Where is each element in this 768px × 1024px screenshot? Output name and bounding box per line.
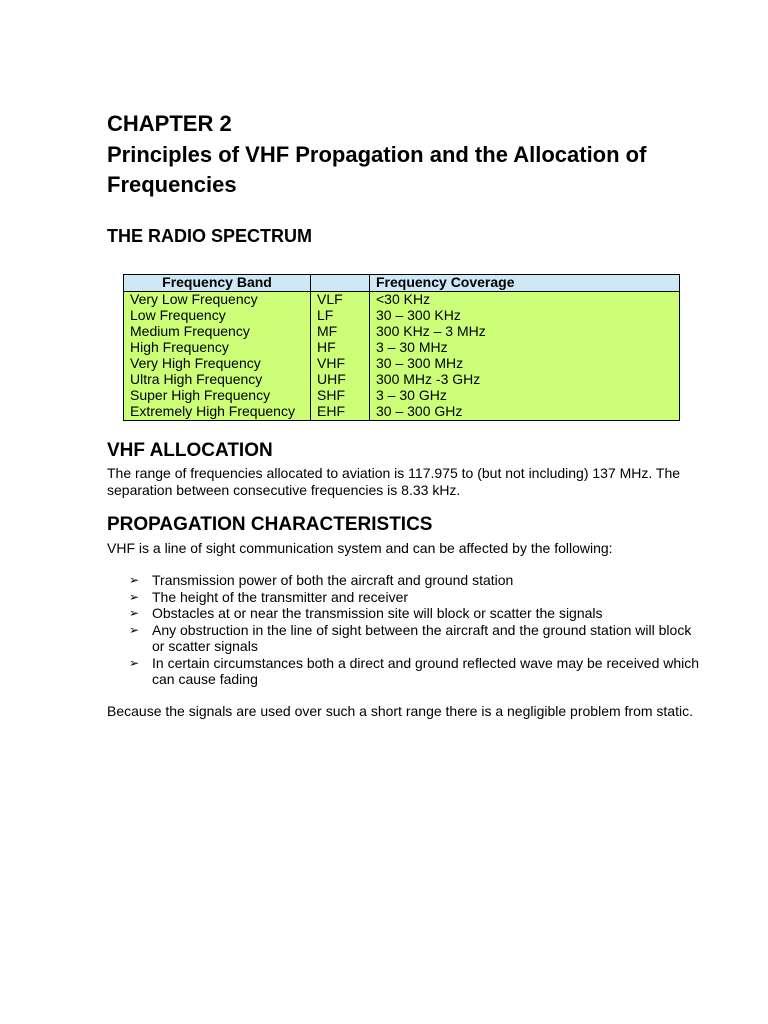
list-item <box>107 605 707 622</box>
header-frequency-band: Frequency Band <box>124 275 311 292</box>
band-cell: Ultra High Frequency <box>124 372 311 388</box>
table-header-row <box>124 275 680 292</box>
band-cell: Super High Frequency <box>124 388 311 404</box>
coverage-cell: 300 KHz – 3 MHz <box>370 324 680 340</box>
table-row <box>124 372 680 388</box>
header-abbreviation <box>311 275 370 292</box>
band-cell: Low Frequency <box>124 308 311 324</box>
vhf-allocation-heading: VHF ALLOCATION <box>107 440 273 461</box>
coverage-cell: <30 KHz <box>370 292 680 309</box>
coverage-cell: 300 MHz -3 GHz <box>370 372 680 388</box>
list-item <box>107 655 707 688</box>
radio-spectrum-heading: THE RADIO SPECTRUM <box>107 226 313 246</box>
table-row <box>124 388 680 404</box>
list-item <box>107 572 707 589</box>
closing-paragraph: Because the signals are used over such a short range there is a negligible problem from static. <box>107 703 693 719</box>
propagation-intro: VHF is a line of sight communication system and can be affected by the following: <box>107 540 613 556</box>
chapter-title: Principles of VHF Propagation and the Allocation of Frequencies <box>107 142 647 197</box>
coverage-cell: 3 – 30 MHz <box>370 340 680 356</box>
abbr-cell: LF <box>311 308 370 324</box>
arrowhead-bullet-icon: ➢ <box>129 655 140 670</box>
band-cell: High Frequency <box>124 340 311 356</box>
band-cell: Extremely High Frequency <box>124 404 311 421</box>
abbr-cell: EHF <box>311 404 370 421</box>
list-item <box>107 589 707 606</box>
header-frequency-coverage: Frequency Coverage <box>370 275 680 292</box>
abbr-cell: SHF <box>311 388 370 404</box>
band-cell: Very High Frequency <box>124 356 311 372</box>
table-row <box>124 324 680 340</box>
arrowhead-bullet-icon: ➢ <box>129 573 140 587</box>
propagation-bullet-list <box>107 572 707 688</box>
abbr-cell: UHF <box>311 372 370 388</box>
table-row <box>124 308 680 324</box>
coverage-cell: 30 – 300 GHz <box>370 404 680 421</box>
propagation-heading: PROPAGATION CHARACTERISTICS <box>107 514 433 535</box>
abbr-cell: VHF <box>311 356 370 372</box>
table-row <box>124 292 680 309</box>
vhf-allocation-text: The range of frequencies allocated to aviation is 117.975 to (but not including) 137 MHz. The separation between consecutive frequencies is 8.33 kHz. <box>107 465 681 498</box>
abbr-cell: HF <box>311 340 370 356</box>
table-row <box>124 404 680 421</box>
list-item-text: Obstacles at or near the transmission site will block or scatter the signals <box>152 605 603 621</box>
table-row <box>124 356 680 372</box>
list-item-text: In certain circumstances both a direct and ground reflected wave may be received which can cause fading <box>152 654 700 687</box>
abbr-cell: VLF <box>311 292 370 309</box>
table-row <box>124 340 680 356</box>
list-item <box>107 622 707 655</box>
coverage-cell: 30 – 300 KHz <box>370 308 680 324</box>
list-item-text: Transmission power of both the aircraft and ground station <box>152 572 514 588</box>
coverage-cell: 3 – 30 GHz <box>370 388 680 404</box>
band-cell: Medium Frequency <box>124 324 311 340</box>
chapter-number: CHAPTER 2 <box>107 111 232 136</box>
arrowhead-bullet-icon: ➢ <box>129 606 140 620</box>
band-cell: Very Low Frequency <box>124 292 311 309</box>
list-item-text: Any obstruction in the line of sight between the aircraft and the ground station will block or scatter signals <box>152 621 692 654</box>
abbr-cell: MF <box>311 324 370 340</box>
arrowhead-bullet-icon: ➢ <box>129 622 140 637</box>
list-item-text: The height of the transmitter and receiver <box>152 588 409 605</box>
coverage-cell: 30 – 300 MHz <box>370 356 680 372</box>
arrowhead-bullet-icon: ➢ <box>129 589 140 604</box>
frequency-band-table <box>123 274 680 421</box>
